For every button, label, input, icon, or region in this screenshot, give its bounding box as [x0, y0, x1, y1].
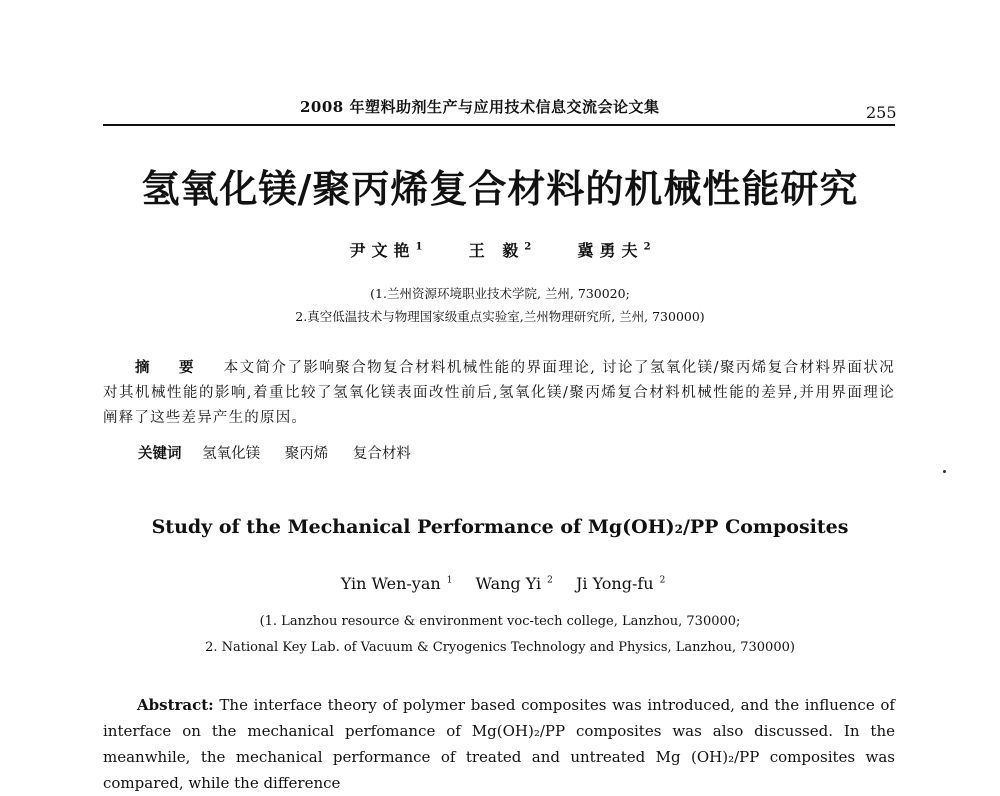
- page-number: 255: [866, 103, 897, 122]
- abstract-label: Abstract:: [137, 696, 214, 714]
- abstract-label: 摘 要: [135, 359, 206, 376]
- english-affiliation: 2. National Key Lab. of Vacuum & Cryogenics Technology and Physics, Lanzhou, 730000): [205, 640, 795, 655]
- author-entry: [335, 574, 453, 593]
- abstract-text: 本文简介了影响聚合物复合材料机械性能的界面理论, 讨论了氢氧化镁/聚丙烯复合材料界面状况对其机械性能的影响,着重比较了氢氧化镁表面改性前后,氢氧化镁/聚丙烯复合材料机械性能的差异,并用界面理论阐释了这些差异产生的原因。: [103, 360, 895, 426]
- keyword: 氢氧化镁: [202, 446, 261, 462]
- author-affiliation-mark: 2: [659, 575, 666, 586]
- author-name: 王 毅: [468, 241, 525, 260]
- chinese-abstract: [103, 355, 895, 431]
- chinese-authors: [0, 238, 1000, 261]
- author-entry: [470, 574, 553, 593]
- author-name: Ji Yong-fu: [575, 574, 654, 593]
- abstract-text: The interface theory of polymer based composites was introduced, and the influence of interface on the mechanical perfomance of Mg(OH)₂/PP composites was also discussed. In the meanwhile, the mechanical performance of treated and untreated Mg (OH)₂/PP composites was compared, while the difference: [103, 696, 895, 792]
- keywords-label: 关键词: [138, 445, 182, 462]
- english-authors: [0, 574, 1000, 593]
- author-name: Wang Yi: [475, 574, 542, 593]
- running-header-title: 2008 年塑料助剂生产与应用技术信息交流会论文集: [300, 98, 660, 116]
- author-affiliation-mark: 2: [524, 241, 532, 253]
- english-abstract: [103, 692, 895, 796]
- author-name: Yin Wen-yan: [340, 574, 441, 593]
- scan-speck: [943, 470, 946, 473]
- keyword: 复合材料: [352, 446, 411, 462]
- chinese-title: 氢氧化镁/聚丙烯复合材料的机械性能研究: [141, 166, 859, 211]
- author-affiliation-mark: 2: [643, 241, 651, 253]
- author-affiliation-mark: 1: [415, 241, 423, 253]
- chinese-keywords: [138, 442, 431, 463]
- keyword: 聚丙烯: [284, 446, 329, 462]
- chinese-affiliation: (1.兰州资源环境职业技术学院, 兰州, 730020;: [370, 286, 630, 301]
- author-affiliation-mark: 2: [547, 575, 553, 586]
- english-title: Study of the Mechanical Performance of Mg(OH)₂/PP Composites: [151, 516, 849, 538]
- author-name: 尹文艳: [349, 241, 416, 260]
- english-affiliation: (1. Lanzhou resource & environment voc-tech college, Lanzhou, 730000;: [259, 614, 741, 629]
- chinese-affiliation: 2.真空低温技术与物理国家级重点实验室,兰州物理研究所, 兰州, 730000): [295, 309, 705, 324]
- author-name: 冀勇夫: [577, 241, 644, 260]
- header-divider: [103, 124, 895, 126]
- author-entry: [570, 574, 665, 593]
- author-affiliation-mark: 1: [446, 575, 453, 586]
